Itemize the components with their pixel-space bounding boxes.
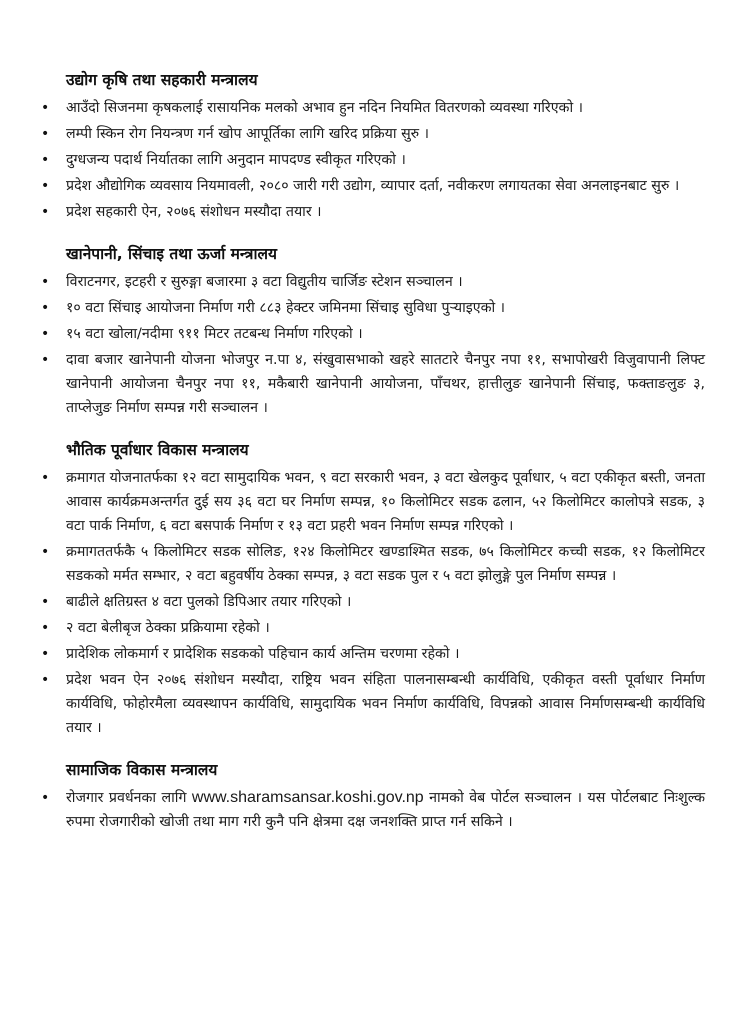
list-item (40, 668, 707, 740)
bullet-icon: • (41, 790, 50, 806)
bullet-icon: • (41, 178, 50, 194)
list-item (40, 122, 707, 146)
list-item (40, 642, 707, 666)
list-item-text-after-url: नामको वेब पोर्टल सञ्चालन । यस पोर्टलबाट निःशुल्क रुपमा रोजगारीको खोजी तथा माग गरी कुनै पनि क्षेत्रमा दक्ष जनशक्ति प्राप्त गर्न सकिने । (66, 790, 705, 830)
section-heading: खानेपानी, सिंचाइ तथा ऊर्जा मन्त्रालय (66, 245, 277, 263)
bullet-list (40, 96, 707, 224)
list-item (40, 590, 707, 614)
list-item-text: प्रदेश भवन ऐन २०७६ संशोधन मस्यौदा, राष्ट्रिय भवन संहिता पालनासम्बन्धी कार्यविधि, एकीकृत वस्ती पूर्वाधार निर्माण कार्यविधि, फोहोरमैला व्यवस्थापन कार्यविधि, सामुदायिक भवन निर्माण कार्यविधि, विपन्नको आवास निर्माणसम्बन्धी कार्यविधि तयार । (66, 672, 705, 736)
bullet-list (40, 786, 707, 834)
bullet-icon: • (41, 544, 50, 560)
bullet-icon: • (41, 300, 50, 316)
list-item-text: १० वटा सिंचाइ आयोजना निर्माण गरी ८८३ हेक्टर जमिनमा सिंचाइ सुविधा पुऱ्याइएको । (66, 300, 506, 316)
list-item-text: आउँदो सिजनमा कृषकलाई रासायनिक मलको अभाव हुन नदिन नियमित वितरणको व्यवस्था गरिएको । (66, 100, 584, 116)
list-item-text: क्रमागततर्फकै ५ किलोमिटर सडक सोलिङ, १२४ किलोमिटर खण्डाश्मित सडक, ७५ किलोमिटर कच्ची सडक, १२ किलोमिटर सडकको मर्मत सम्भार, २ वटा बहुवर्षीय ठेक्का सम्पन्न, ३ वटा सडक पुल र ५ वटा झोलुङ्गे पुल निर्माण सम्पन्न । (66, 544, 705, 584)
list-item (40, 296, 707, 320)
bullet-icon: • (41, 274, 50, 290)
bullet-icon: • (41, 594, 50, 610)
bullet-icon: • (41, 126, 50, 142)
bullet-icon: • (41, 672, 50, 688)
bullet-icon: • (41, 646, 50, 662)
list-item (40, 616, 707, 640)
section-water-irrigation-energy (40, 242, 707, 420)
list-item-text: दुग्धजन्य पदार्थ निर्यातका लागि अनुदान मापदण्ड स्वीकृत गरिएको । (66, 152, 406, 168)
bullet-icon: • (41, 152, 50, 168)
bullet-icon: • (41, 100, 50, 116)
list-item-text: लम्पी स्किन रोग नियन्त्रण गर्न खोप आपूर्तिका लागि खरिद प्रक्रिया सुरु । (66, 126, 430, 142)
list-item (40, 200, 707, 224)
section-physical-infrastructure (40, 438, 707, 740)
list-item (40, 786, 707, 834)
list-item (40, 466, 707, 538)
list-item-text: प्रदेश औद्योगिक व्यवसाय नियमावली, २०८० जारी गरी उद्योग, व्यापार दर्ता, नवीकरण लगायतका सेवा अनलाइनबाट सुरु । (66, 178, 680, 194)
bullet-list (40, 466, 707, 740)
list-item-text: प्रादेशिक लोकमार्ग र प्रादेशिक सडकको पहिचान कार्य अन्तिम चरणमा रहेको । (66, 646, 460, 662)
bullet-icon: • (41, 326, 50, 342)
list-item-text: क्रमागत योजनातर्फका १२ वटा सामुदायिक भवन, ९ वटा सरकारी भवन, ३ वटा खेलकुद पूर्वाधार, ५ वटा एकीकृत बस्ती, जनता आवास कार्यक्रमअन्तर्गत दुई सय ३६ वटा घर निर्माण सम्पन्न, १० किलोमिटर सडक ढलान, ५२ किलोमिटर कालोपत्रे सडक, ३ वटा पार्क निर्माण, ६ वटा बसपार्क निर्माण र १३ वटा प्रहरी भवन निर्माण सम्पन्न गरिएको । (66, 470, 705, 534)
list-item-text: २ वटा बेलीबृज ठेक्का प्रक्रियामा रहेको । (66, 620, 270, 636)
list-item (40, 322, 707, 346)
section-heading: सामाजिक विकास मन्त्रालय (66, 761, 218, 779)
section-heading: उद्योग कृषि तथा सहकारी मन्त्रालय (66, 71, 258, 89)
list-item-text: प्रदेश सहकारी ऐन, २०७६ संशोधन मस्यौदा तयार । (66, 204, 322, 220)
list-item-text: बाढीले क्षतिग्रस्त ४ वटा पुलको डिपिआर तयार गरिएको । (66, 594, 352, 610)
list-item (40, 96, 707, 120)
bullet-icon: • (41, 470, 50, 486)
list-item (40, 148, 707, 172)
section-social-development (40, 758, 707, 834)
section-industry-agriculture-cooperatives (40, 68, 707, 224)
list-item (40, 540, 707, 588)
bullet-icon: • (41, 352, 50, 368)
bullet-list (40, 270, 707, 420)
list-item-text: दावा बजार खानेपानी योजना भोजपुर न.पा ४, संखुवासभाको खहरे सातटारे चैनपुर नपा ११, सभापोखरी विजुवापानी लिफ्ट खानेपानी आयोजना चैनपुर नपा ११, मकैबारी खानेपानी आयोजना, पाँचथर, हात्तीलुङ खानेपानी सिंचाइ, फक्ताङलुङ ३, ताप्लेजुङ निर्माण सम्पन्न गरी सञ्चालन । (66, 352, 705, 416)
bullet-icon: • (41, 204, 50, 220)
list-item-text-before-url: रोजगार प्रवर्धनका लागि (66, 790, 192, 806)
list-item-text: विराटनगर, इटहरी र सुरुङ्गा बजारमा ३ वटा विद्युतीय चार्जिङ स्टेशन सञ्चालन । (66, 274, 463, 290)
bullet-icon: • (41, 620, 50, 636)
section-heading: भौतिक पूर्वाधार विकास मन्त्रालय (66, 441, 249, 459)
list-item-text: १५ वटा खोला/नदीमा ९११ मिटर तटबन्ध निर्माण गरिएको । (66, 326, 363, 342)
employment-portal-link[interactable]: www.sharamsansar.koshi.gov.np (191, 789, 424, 806)
list-item (40, 174, 707, 198)
list-item (40, 348, 707, 420)
list-item (40, 270, 707, 294)
